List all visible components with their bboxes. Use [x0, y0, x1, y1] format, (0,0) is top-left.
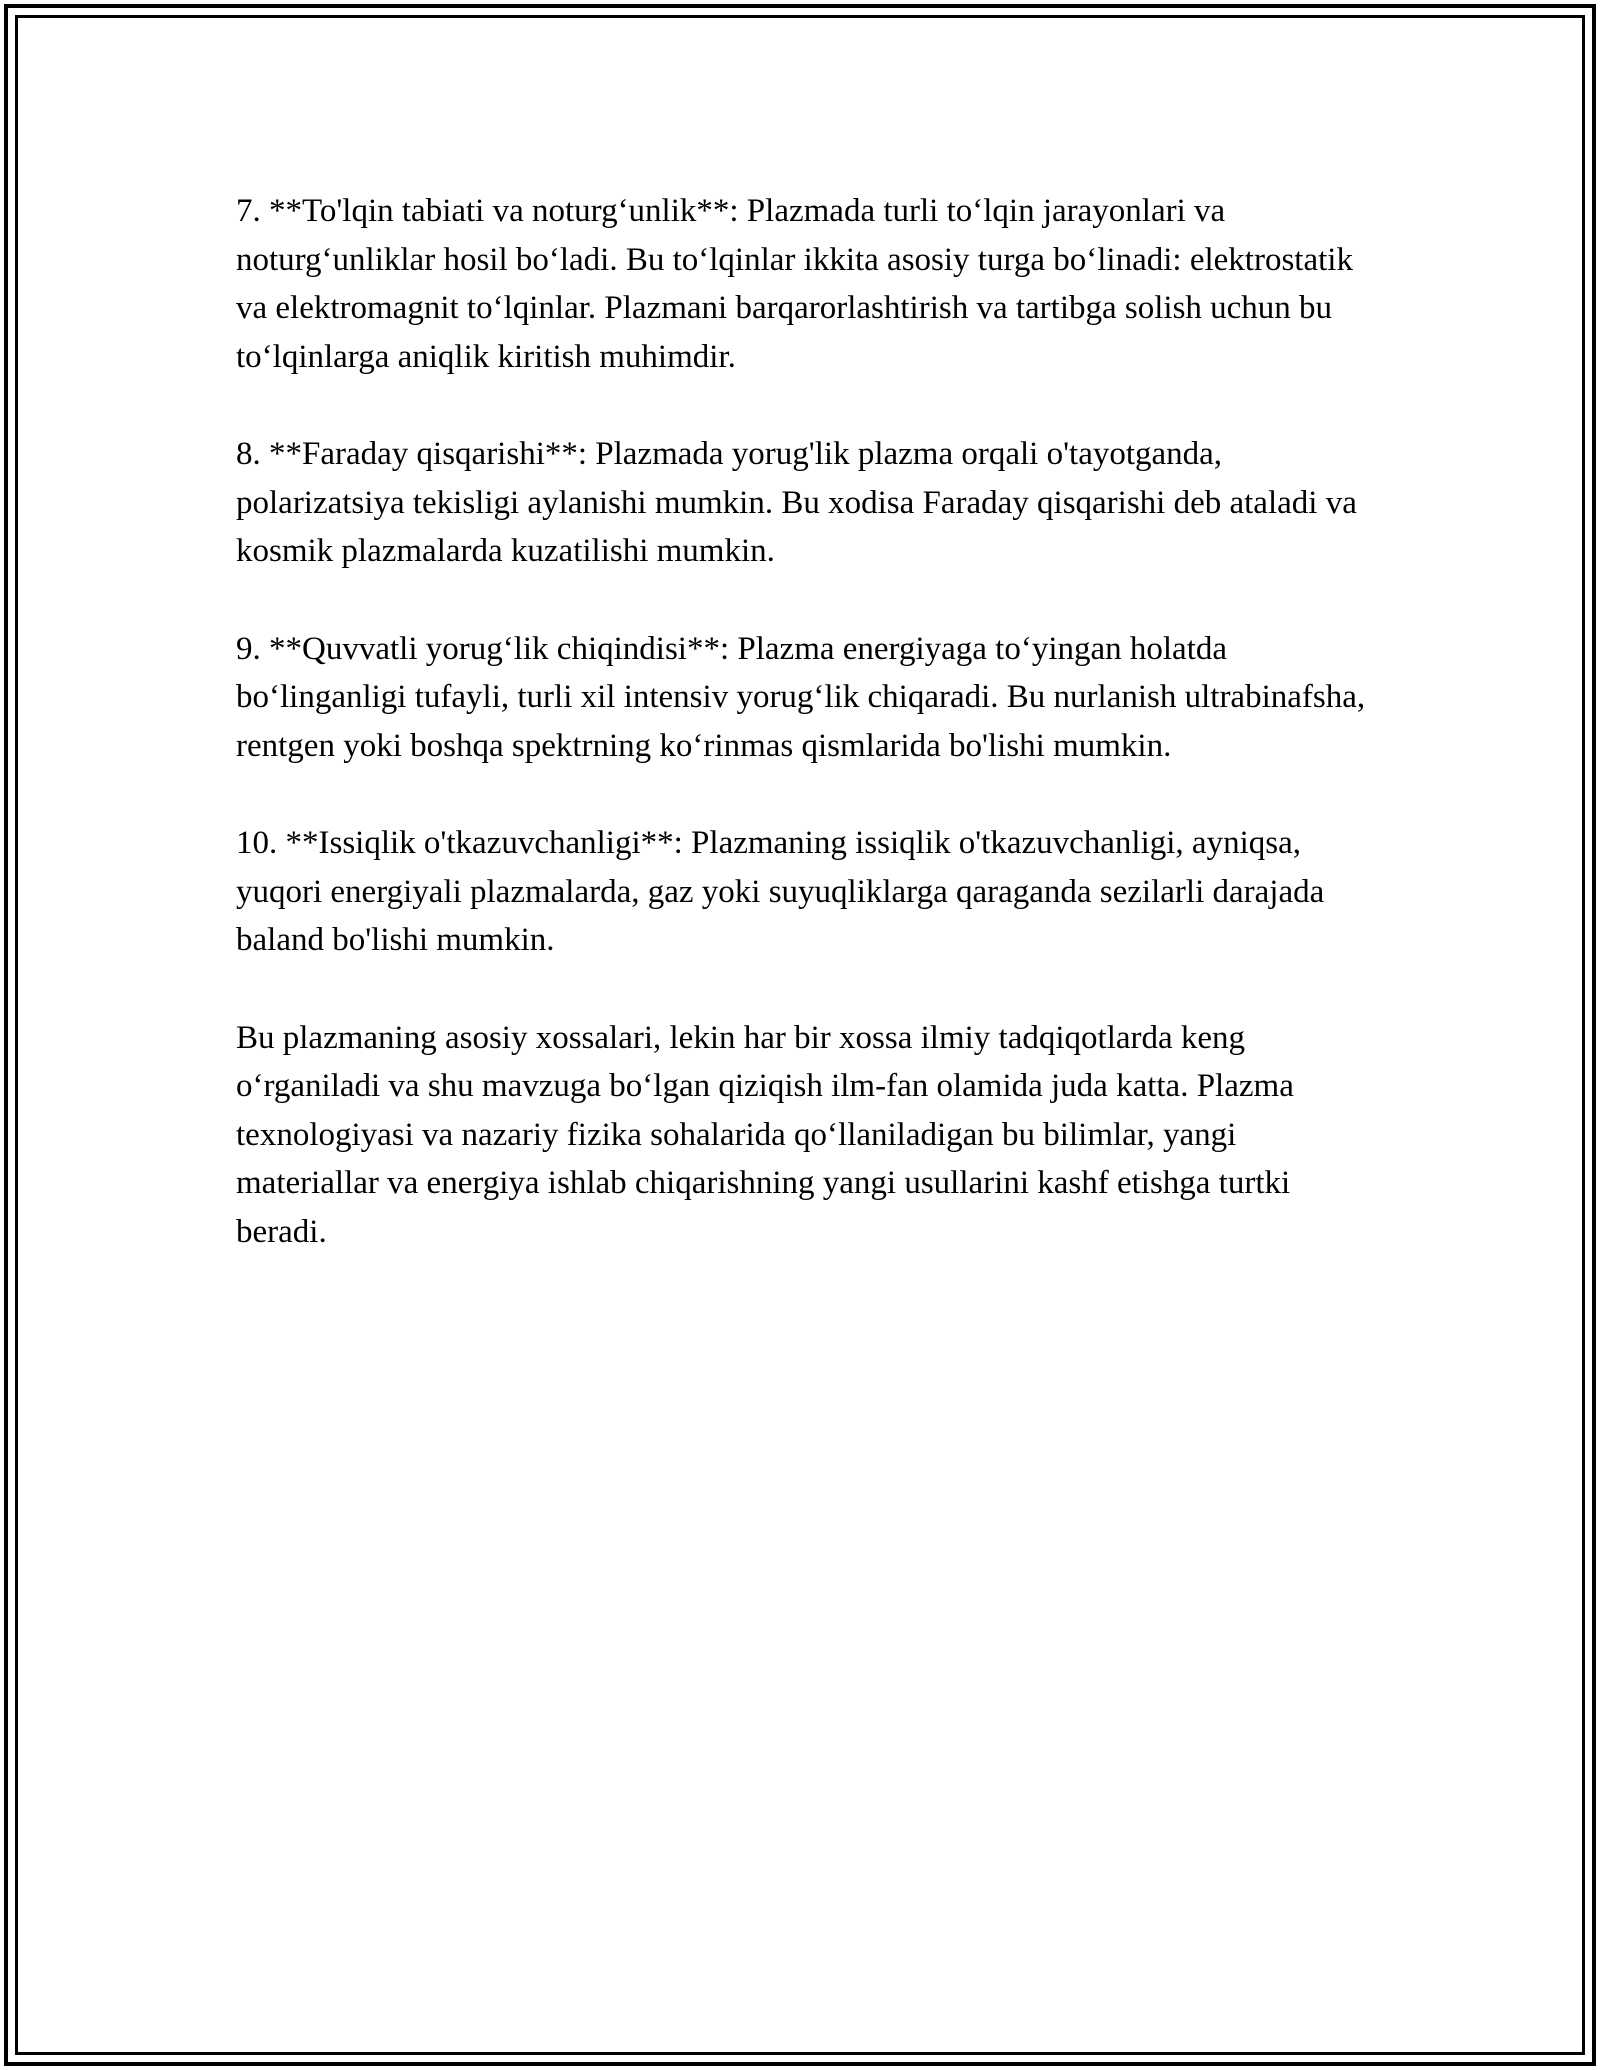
paragraph-item-8: 8. **Faraday qisqarishi**: Plazmada yorug'lik plazma orqali o'tayotganda, polarizatsiya tekisligi aylanishi mumkin. Bu xodisa Faraday qisqarishi deb ataladi va kosmik plazmalarda kuzatilishi mumkin.	[236, 436, 1357, 569]
document-body	[236, 187, 1372, 1305]
paragraph-item-10: 10. **Issiqlik o'tkazuvchanligi**: Plazmaning issiqlik o'tkazuvchanligi, ayniqsa, yuqori energiyali plazmalarda, gaz yoki suyuqliklarga qaraganda sezilarli darajada baland bo'lishi mumkin.	[236, 825, 1325, 958]
paragraph-item-9: 9. **Quvvatli yorug‘lik chiqindisi**: Plazma energiyaga to‘yingan holatda bo‘linganligi tufayli, turli xil intensiv yorug‘lik chiqaradi. Bu nurlanish ultrabinafsha, rentgen yoki boshqa spektrning ko‘rinmas qismlarida bo'lishi mumkin.	[236, 630, 1366, 764]
paragraph-conclusion: Bu plazmaning asosiy xossalari, lekin har bir xossa ilmiy tadqiqotlarda keng o‘rganiladi va shu mavzuga bo‘lgan qiziqish ilm-fan olamida juda katta. Plazma texnologiyasi va nazariy fizika sohalarida qo‘llaniladigan bu bilimlar, yangi materiallar va energiya ishlab chiqarishning yangi usullarini kashf etishga turtki beradi.	[236, 1019, 1294, 1250]
paragraph-item-7: 7. **To'lqin tabiati va noturg‘unlik**: Plazmada turli to‘lqin jarayonlari va noturg‘unliklar hosil bo‘ladi. Bu to‘lqinlar ikkita asosiy turga bo‘linadi: elektrostatik va elektromagnit to‘lqinlar. Plazmani barqarorlashtirish va tartibga solish uchun bu to‘lqinlarga aniqlik kiritish muhimdir.	[236, 193, 1353, 375]
